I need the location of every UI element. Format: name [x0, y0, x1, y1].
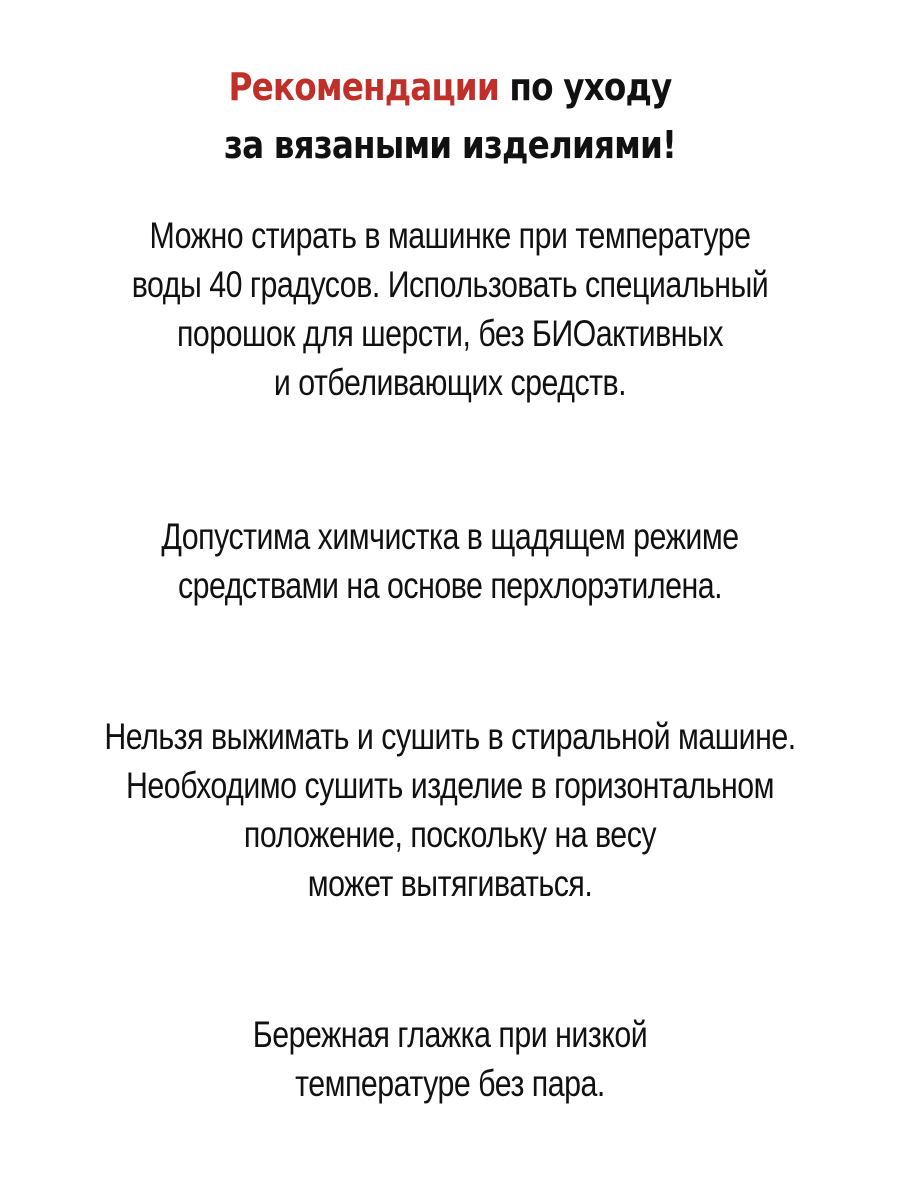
title-accent: Рекомендации: [228, 65, 499, 109]
dry-cleaning-line-1: Допустима химчистка в щадящем режиме: [161, 516, 739, 557]
washing-line-4: и отбеливающих средств.: [273, 362, 627, 403]
dry-cleaning-line-2: средствами на основе перхлорэтилена.: [177, 565, 723, 606]
title-rest: по уходу: [498, 65, 672, 109]
page-title: [63, 58, 837, 174]
washing-line-2: воды 40 градусов. Использовать специальный: [131, 264, 769, 305]
washing-line-1: Можно стирать в машинке при температуре: [149, 215, 751, 256]
drying-line-3: положение, поскольку на весу: [243, 814, 657, 855]
ironing-line-1: Бережная глажка при низкой: [252, 1014, 648, 1055]
drying-instructions: [81, 712, 819, 908]
drying-line-4: может вытягиваться.: [307, 863, 593, 904]
ironing-instructions: [81, 1010, 819, 1108]
drying-line-2: Необходимо сушить изделие в горизонтальном: [126, 765, 774, 806]
dry-cleaning-instructions: [81, 512, 819, 610]
washing-instructions: [81, 211, 819, 407]
washing-line-3: порошок для шерсти, без БИОактивных: [176, 313, 724, 354]
title-line-1: [63, 58, 837, 116]
title-line-2: за вязаными изделиями!: [223, 123, 677, 167]
ironing-line-2: температуре без пара.: [295, 1063, 605, 1104]
drying-line-1: Нельзя выжимать и сушить в стиральной машине.: [104, 716, 796, 757]
